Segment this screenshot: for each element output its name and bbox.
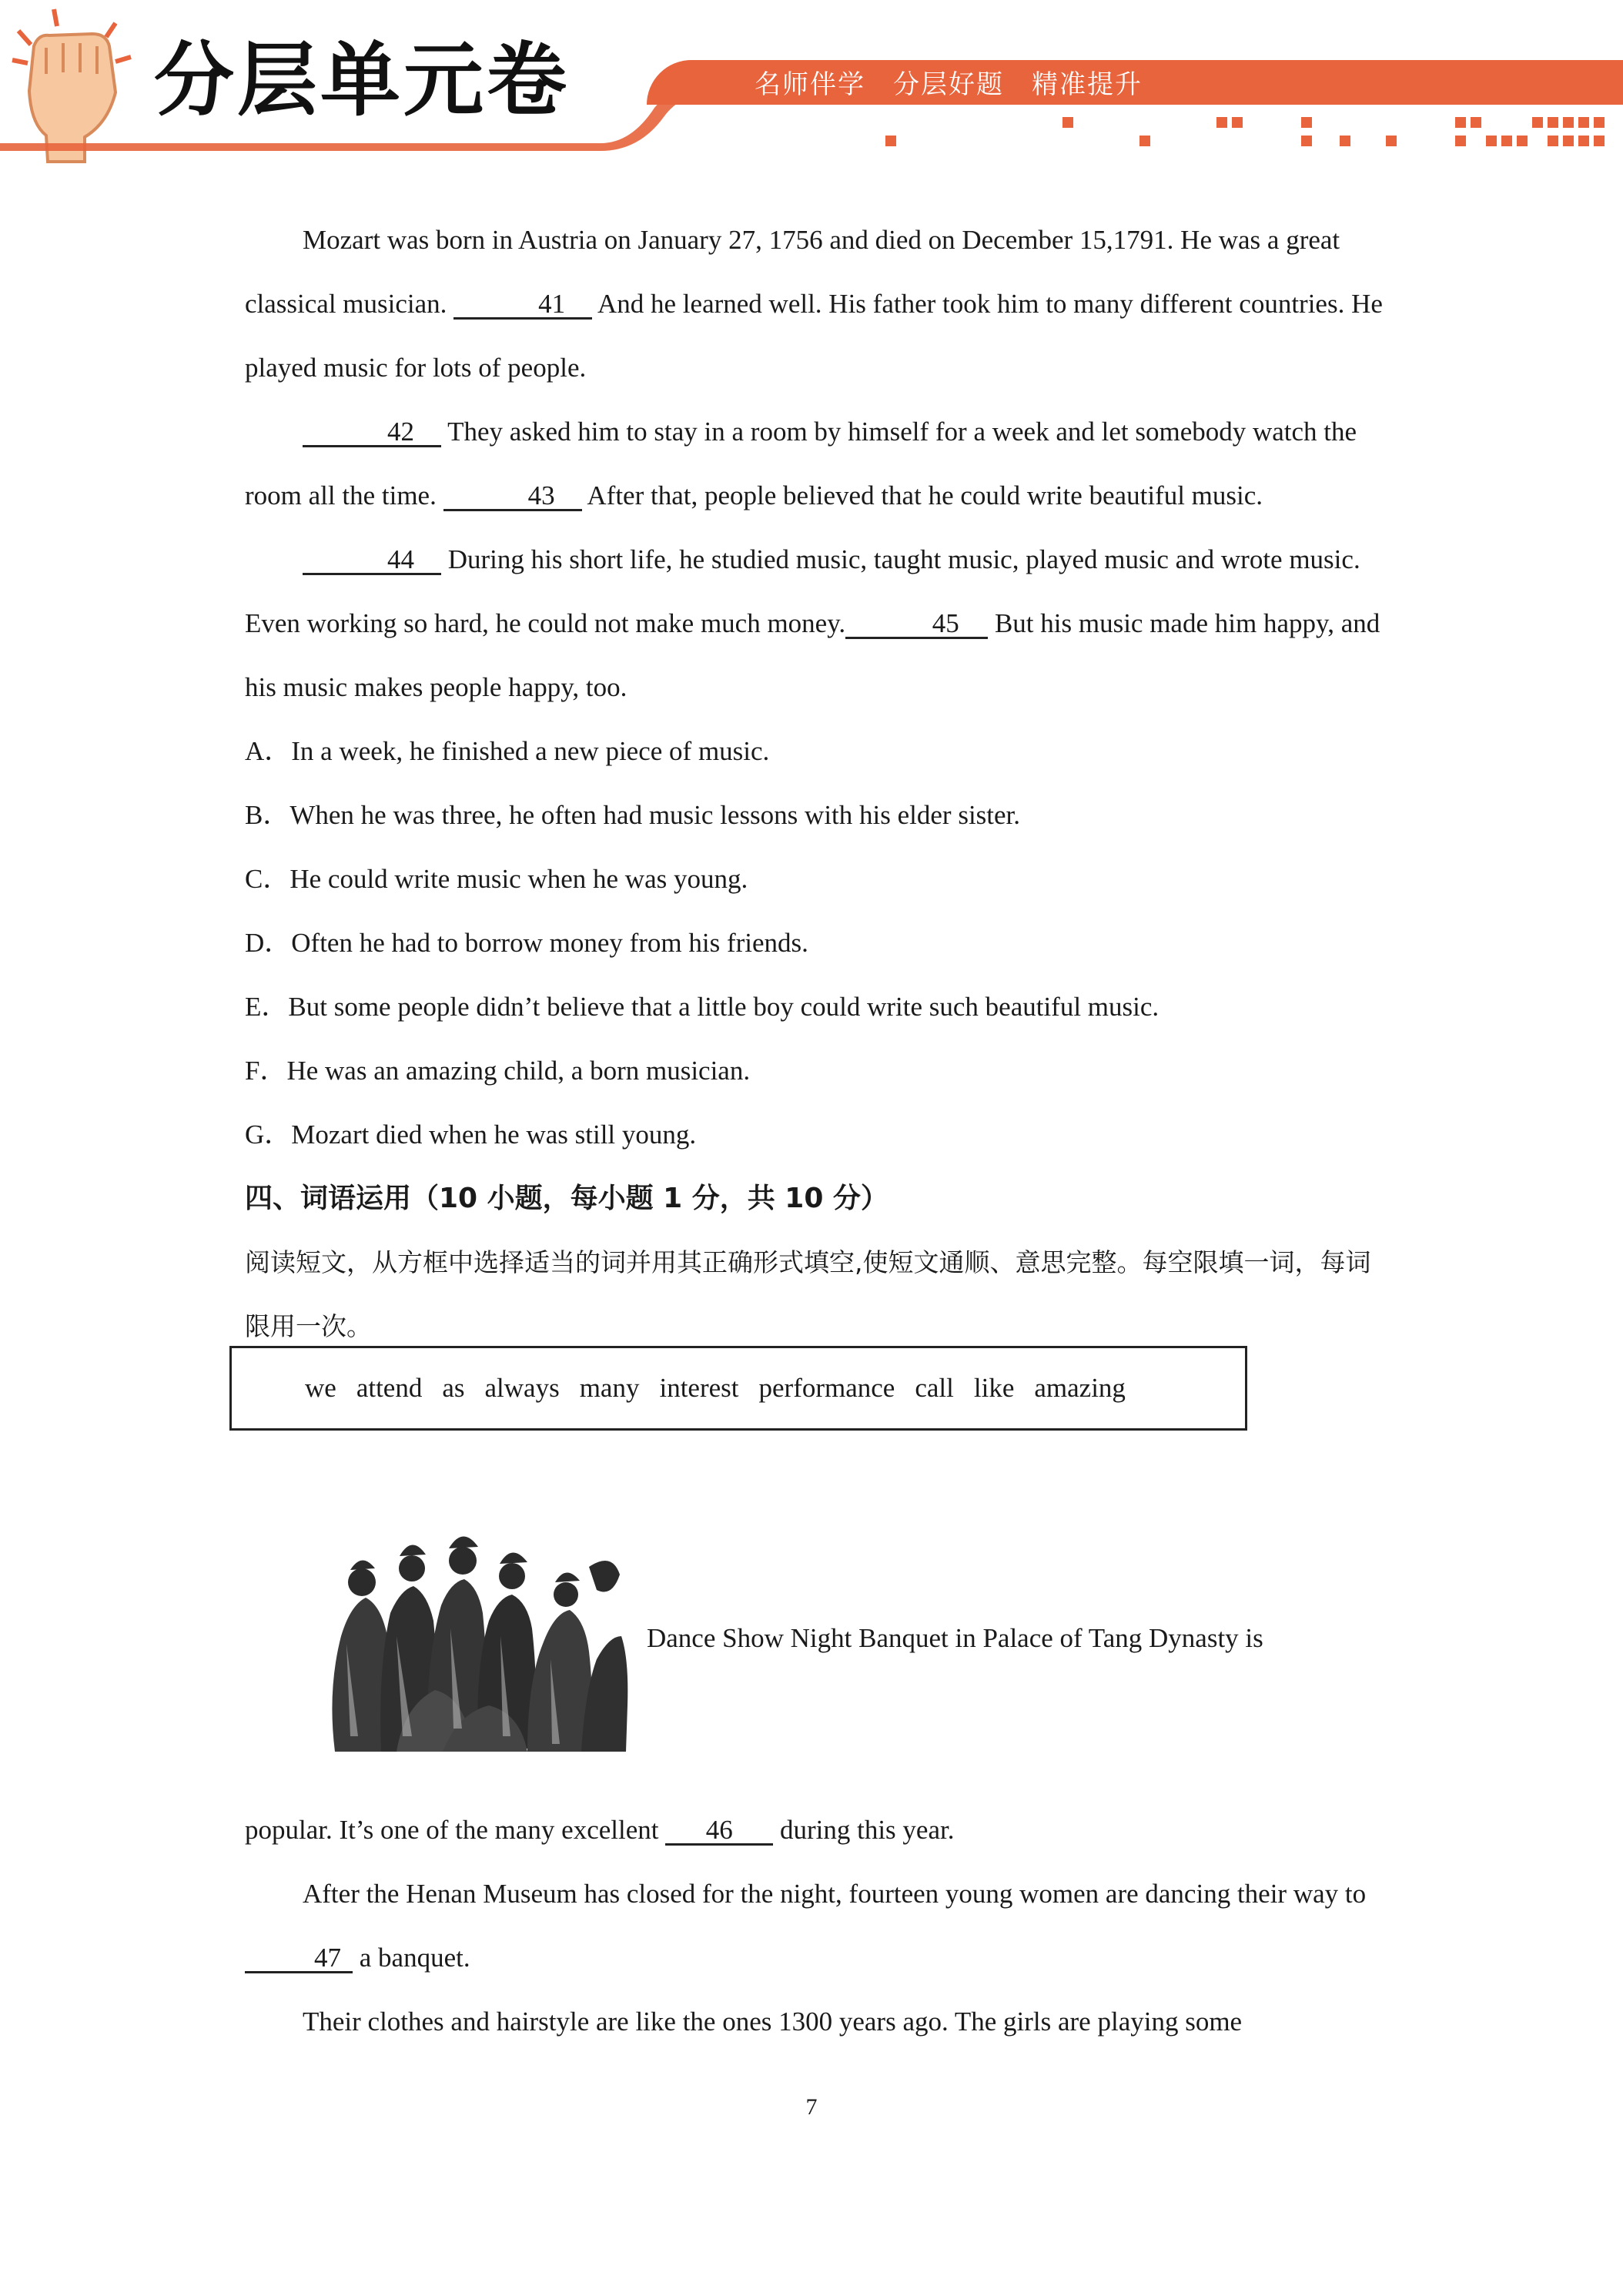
paragraph-text: during this year.	[779, 1815, 955, 1845]
options-list	[245, 719, 1392, 1166]
option-f[interactable]	[245, 1039, 1392, 1103]
paragraph-1	[245, 208, 1392, 400]
word-option: as	[442, 1373, 465, 1403]
option-text: Mozart died when he was still young.	[291, 1120, 697, 1150]
page-header	[0, 0, 1623, 169]
option-a[interactable]	[245, 719, 1392, 783]
blank-47[interactable]: 47	[245, 1945, 353, 1973]
blank-43[interactable]: 43	[443, 483, 582, 511]
option-letter: C．	[245, 864, 290, 894]
paragraph-text: a banquet.	[359, 1943, 470, 1973]
paragraph-text: During his short life, he studied music, taught music, played music and wrote music. Even working so hard, he could not make much money.	[245, 544, 1360, 638]
passage-2-line-1	[245, 1798, 1392, 1862]
option-g[interactable]	[245, 1103, 1392, 1166]
section-heading: 四、词语运用（10 小题，每小题 1 分，共 10 分）	[245, 1183, 888, 1214]
word-option: always	[484, 1373, 560, 1403]
blank-46[interactable]: 46	[665, 1817, 773, 1846]
option-text: He could write music when he was young.	[289, 864, 748, 894]
paragraph-3	[245, 527, 1392, 719]
word-box	[229, 1346, 1247, 1431]
option-text: He was an amazing child, a born musician.	[286, 1056, 751, 1086]
option-letter: G．	[245, 1120, 292, 1150]
word-option: many	[579, 1373, 640, 1403]
option-letter: F．	[245, 1056, 287, 1086]
paragraph-text: After the Henan Museum has closed for the night, fourteen young women are dancing their way to	[303, 1879, 1367, 1909]
option-d[interactable]	[245, 911, 1392, 975]
option-letter: A．	[245, 736, 292, 766]
word-option: performance	[758, 1373, 895, 1403]
section-instruction: 阅读短文，从方框中选择适当的词并用其正确形式填空,使短文通顺、意思完整。每空限填一词，每词限用一次。	[245, 1247, 1371, 1341]
logo-title: 分层单元卷	[154, 33, 571, 127]
tang-dancers-illustration	[304, 1521, 635, 1775]
option-c[interactable]	[245, 847, 1392, 911]
paragraph-text: And he learned well. His father took him to many different countries. He played music for lots of people.	[245, 289, 1383, 383]
fist-icon	[12, 9, 131, 162]
option-b[interactable]	[245, 783, 1392, 847]
word-option: amazing	[1034, 1373, 1126, 1403]
option-text: In a week, he finished a new piece of music.	[291, 736, 770, 766]
word-option: we	[305, 1373, 336, 1403]
option-letter: E．	[245, 992, 289, 1022]
word-option: interest	[659, 1373, 739, 1403]
paragraph-text: popular. It’s one of the many excellent	[245, 1815, 659, 1845]
option-letter: D．	[245, 928, 292, 958]
paragraph-text: But his music made him happy, and his music makes people happy, too.	[245, 608, 1380, 702]
word-option: like	[973, 1373, 1015, 1403]
word-option: call	[915, 1373, 954, 1403]
passage-content	[245, 208, 1392, 1358]
blank-45[interactable]: 45	[845, 611, 988, 639]
slogan-text: 名师伴学 分层好题 精准提升	[755, 69, 1143, 100]
option-text: When he was three, he often had music lessons with his elder sister.	[289, 800, 1021, 830]
passage-2-paragraph-3: Their clothes and hairstyle are like the ones 1300 years ago. The girls are playing some	[303, 2006, 1243, 2037]
paragraph-text: They asked him to stay in a room by himself for a week and let somebody watch the room all the time.	[245, 417, 1357, 510]
paragraph-2	[245, 400, 1392, 527]
blank-41[interactable]: 41	[453, 291, 592, 320]
blank-44[interactable]: 44	[303, 547, 441, 575]
page-number: 7	[805, 2094, 818, 2120]
option-e[interactable]	[245, 975, 1392, 1039]
passage-2-paragraph-2	[245, 1862, 1392, 1990]
blank-42[interactable]: 42	[303, 419, 441, 447]
illustration-caption: Dance Show Night Banquet in Palace of Tang Dynasty is	[647, 1623, 1263, 1653]
paragraph-text: Mozart was born in Austria on January 27, 1756 and died on December 15,1791. He was a great classical musician.	[245, 225, 1340, 319]
option-text: Often he had to borrow money from his friends.	[291, 928, 808, 958]
option-text: But some people didn’t believe that a little boy could write such beautiful music.	[288, 992, 1160, 1022]
option-letter: B．	[245, 800, 290, 830]
passage-2	[245, 1798, 1392, 2053]
paragraph-text: After that, people believed that he could write beautiful music.	[587, 480, 1263, 510]
word-option: attend	[356, 1373, 423, 1403]
